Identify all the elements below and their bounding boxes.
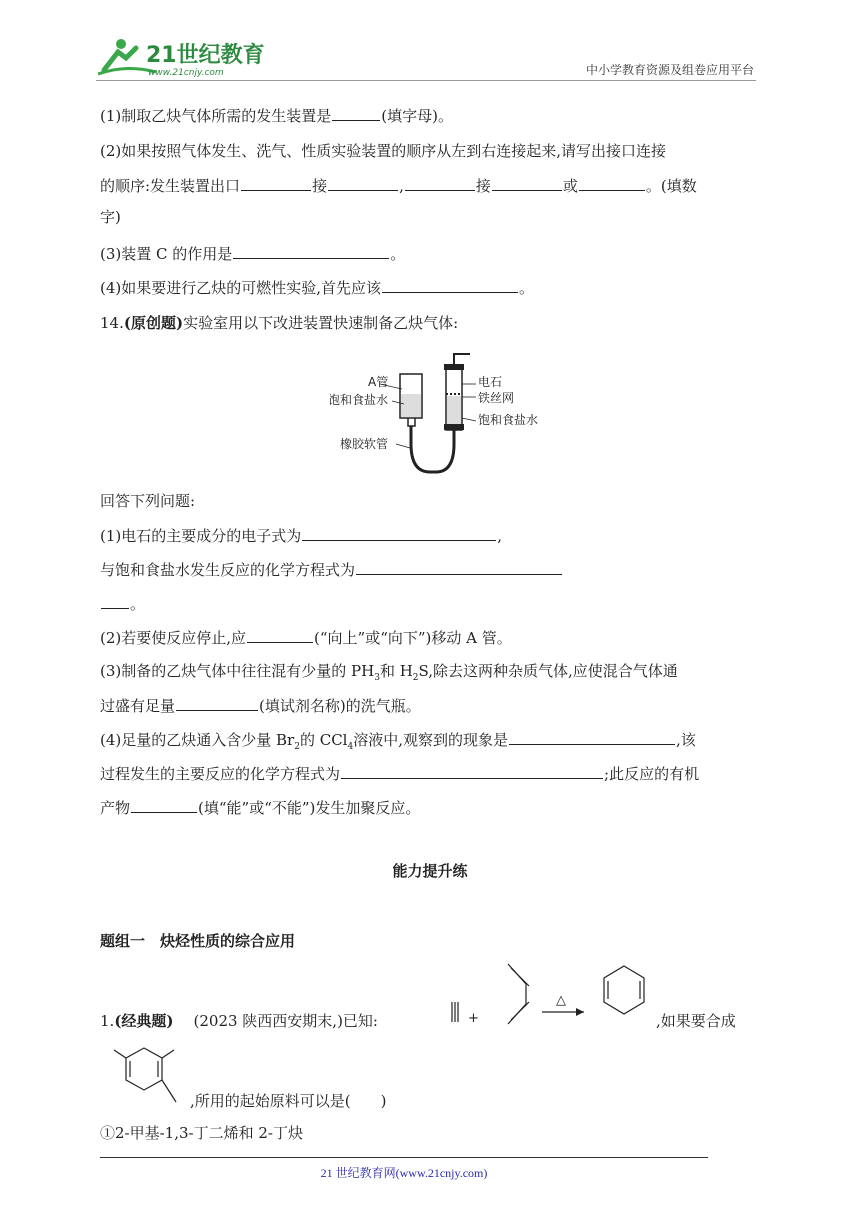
label-carbide: 电石 bbox=[478, 375, 503, 389]
answer-blank[interactable] bbox=[176, 694, 258, 711]
answer-blank[interactable] bbox=[356, 558, 562, 575]
answer-blank[interactable] bbox=[101, 592, 129, 609]
answer-blank[interactable] bbox=[328, 174, 398, 191]
label-a-tube: A管 bbox=[368, 375, 389, 389]
answer-blank[interactable] bbox=[233, 242, 389, 259]
plus-sign: + bbox=[468, 1011, 479, 1026]
problem-1-tail: ,如果要合成 bbox=[656, 1012, 736, 1030]
answer-blank[interactable] bbox=[131, 796, 197, 813]
brine-fill-right bbox=[447, 396, 461, 428]
answer-blank[interactable] bbox=[382, 276, 518, 293]
brine-fill-left bbox=[401, 394, 421, 417]
option-1: ①2-甲基-1,3-丁二烯和 2-丁炔 bbox=[100, 1124, 303, 1142]
answer-blank[interactable] bbox=[332, 104, 380, 121]
footer-text: 21 世纪教育网(www.21cnjy.com) bbox=[320, 1166, 488, 1180]
problem-1-question: ,所用的起始原料可以是( ) bbox=[190, 1092, 387, 1110]
logo-text: 21世纪教育 bbox=[146, 43, 265, 68]
reaction-scheme bbox=[444, 960, 674, 1048]
sub-q-1c: 。 bbox=[100, 592, 145, 615]
label-brine-right: 饱和食盐水 bbox=[478, 413, 539, 427]
heat-triangle: △ bbox=[556, 993, 566, 1008]
header-divider bbox=[96, 80, 756, 81]
q-line-2c: 字) bbox=[100, 208, 121, 226]
q-line-2b: 的顺序:发生装置出口 接 , 接 或 。(填数 bbox=[100, 174, 697, 197]
problem-14-heading: 14.(原创题)实验室用以下改进装置快速制备乙炔气体: bbox=[100, 314, 459, 332]
answer-blank[interactable] bbox=[341, 762, 603, 779]
answer-blank[interactable] bbox=[579, 174, 645, 191]
answer-blank[interactable] bbox=[302, 524, 496, 541]
logo-url: www.21cnjy.com bbox=[148, 68, 224, 78]
q-line-2a: (2)如果按照气体发生、洗气、性质实验装置的顺序从左到右连接起来,请写出接口连接 bbox=[100, 142, 667, 160]
label-hose: 橡胶软管 bbox=[340, 437, 389, 451]
label-brine-left: 饱和食盐水 bbox=[330, 393, 389, 407]
answer-intro: 回答下列问题: bbox=[100, 492, 196, 510]
q-line-4: (4)如果要进行乙炔的可燃性实验,首先应该 。 bbox=[100, 276, 534, 299]
sub-q-2: (2)若要使反应停止,应 (“向上”或“向下”)移动 A 管。 bbox=[100, 626, 512, 649]
answer-blank[interactable] bbox=[509, 728, 675, 745]
section-title: 能力提升练 bbox=[392, 862, 468, 880]
problem-1-text: 1.(经典题) (2023 陕西西安期末,)已知: bbox=[100, 1012, 378, 1030]
answer-blank[interactable] bbox=[247, 626, 313, 643]
sub-q-4c: 产物 (填“能”或“不能”)发生加聚反应。 bbox=[100, 796, 420, 819]
q-line-1: (1)制取乙炔气体所需的发生装置是 (填字母)。 bbox=[100, 104, 453, 127]
site-logo bbox=[96, 34, 266, 78]
sub-q-3b: 过盛有足量 (填试剂名称)的洗气瓶。 bbox=[100, 694, 421, 717]
header-platform-text: 中小学教育资源及组卷应用平台 bbox=[585, 63, 754, 77]
q-line-3: (3)装置 C 的作用是 。 bbox=[100, 242, 405, 265]
group-heading: 题组一 炔烃性质的综合应用 bbox=[100, 932, 296, 950]
answer-blank[interactable] bbox=[492, 174, 562, 191]
sub-q-1a: (1)电石的主要成分的电子式为 , bbox=[100, 524, 502, 547]
sub-q-4b: 过程发生的主要反应的化学方程式为 ;此反应的有机 bbox=[100, 762, 699, 785]
answer-blank[interactable] bbox=[241, 174, 311, 191]
sub-q-3a: (3)制备的乙炔气体中往往混有少量的 $PH_3$和 $H_2S$,除去这两种杂质气体,应使混合气体通 bbox=[100, 662, 678, 683]
apparatus-figure bbox=[330, 344, 550, 480]
sub-q-4a: (4)足量的乙炔通入含少量 $Br_2$的 CCl$_4$溶液中,观察到的现象是 ,该 bbox=[100, 728, 696, 758]
answer-blank[interactable] bbox=[405, 174, 475, 191]
label-iron-mesh: 铁丝网 bbox=[478, 391, 515, 405]
footer-divider bbox=[100, 1157, 708, 1158]
target-molecule bbox=[110, 1040, 190, 1114]
sub-q-1b: 与饱和食盐水发生反应的化学方程式为 bbox=[100, 558, 563, 581]
